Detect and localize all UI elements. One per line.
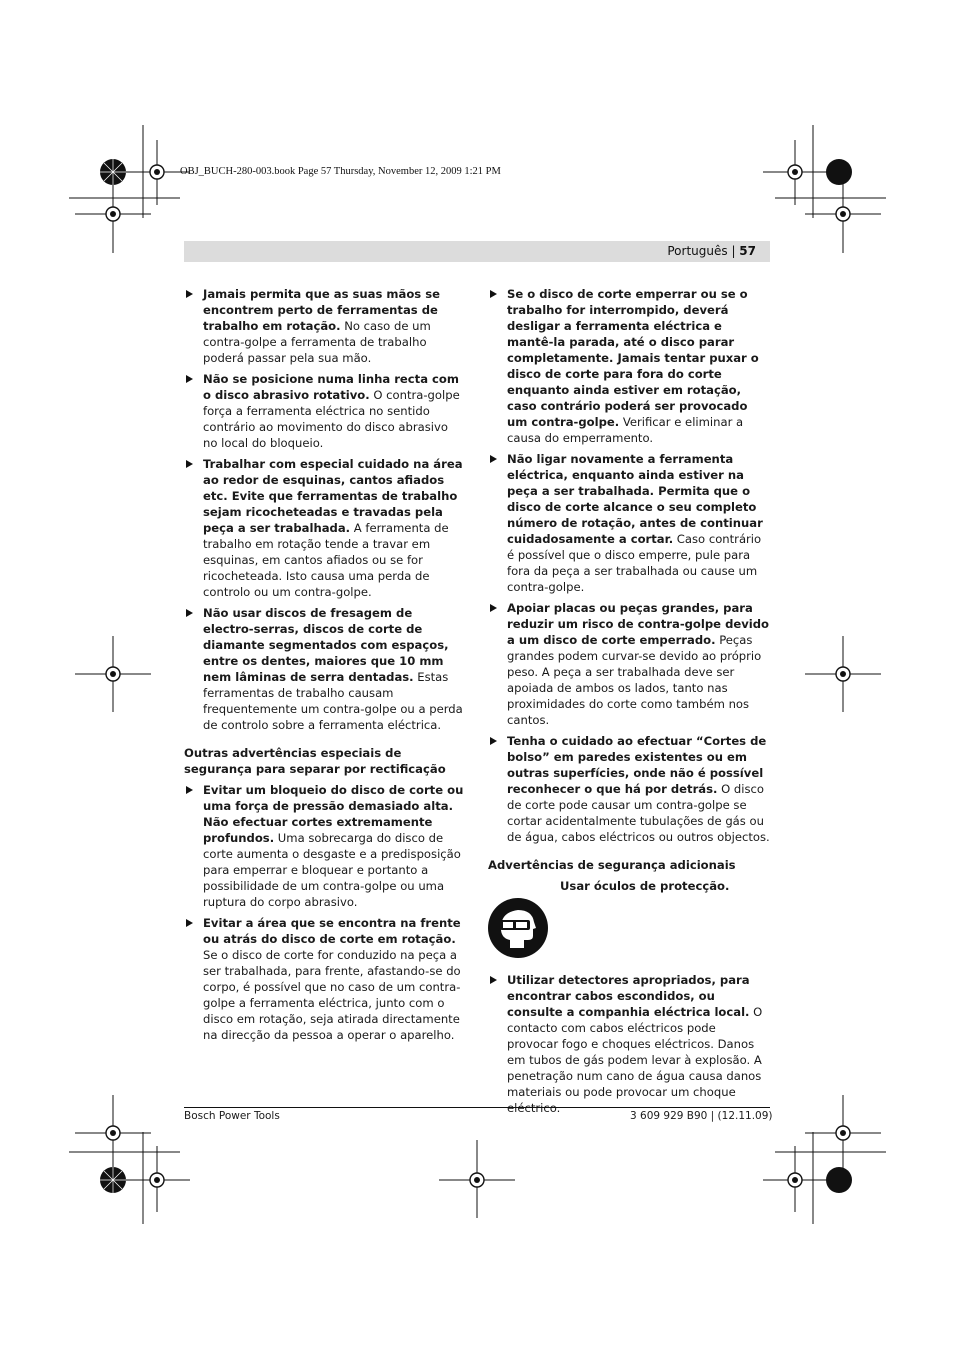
header-separator: | — [727, 244, 740, 258]
language-label: Português — [667, 244, 728, 258]
print-header: OBJ_BUCH-280-003.book Page 57 Thursday, November 12, 2009 1:21 PM — [180, 166, 501, 177]
warning-text: O disco de corte pode causar um contra-golpe se cortar acidentalmente tubulações de gás ou de água, cabos eléctricos ou outros objectos. — [507, 782, 770, 844]
warning-text: O contacto com cabos eléctricos pode provocar fogo e choques eléctricos. Danos em tubos de gás podem levar à explosão. A penetração num cano de água causa danos materiais ou pode provocar um choque eléctrico. — [507, 1005, 763, 1115]
page-number: 57 — [739, 244, 756, 258]
warning-bold: Utilizar detectores apropriados, para encontrar cabos escondidos, ou consulte a companhia eléctrica local. — [507, 973, 750, 1019]
footer-brand: Bosch Power Tools — [184, 1110, 280, 1122]
footer-doc-number: 3 609 929 B90 | (12.11.09) — [630, 1110, 773, 1122]
warning-bold: Apoiar placas ou peças grandes, para reduzir um risco de contra-golpe devido a um disco de corte emperrado. — [507, 601, 770, 647]
warning-bold: Não se posicione numa linha recta com o disco abrasivo rotativo. — [203, 372, 459, 402]
section-heading: Outras advertências especiais de segurança para separar por rectificação — [184, 746, 446, 776]
warning-bold: Evitar a área que se encontra na frente ou atrás do disco de corte em rotação. — [203, 916, 461, 946]
warning-text: Estas ferramentas de trabalho causam frequentemente um contra-golpe ou a perda de controlo sobre a ferramenta eléctrica. — [203, 670, 463, 732]
warning-text: A ferramenta de trabalho em rotação tende a travar em esquinas, em cantos afiados ou se for ricocheteada. Isto causa uma perda de controlo ou um contra-golpe. — [203, 521, 449, 599]
warning-bold: Jamais permita que as suas mãos se encontrem perto de ferramentas de trabalho em rotação. — [203, 287, 440, 333]
warning-text: Uma sobrecarga do disco de corte aumenta o desgaste e a predisposição para emperrar e bloquear e portanto a possibilidade de um contra-golpe ou uma ruptura do corpo abrasivo. — [203, 831, 461, 909]
warning-bold: Não ligar novamente a ferramenta eléctrica, enquanto ainda estiver na peça a ser trabalhada. Permita que o disco de corte alcance o seu completo número de rotação, antes de continuar cuidadosamente a cortar. — [507, 452, 763, 546]
warning-text: Peças grandes podem curvar-se devido ao próprio peso. A peça a ser trabalhada deve ser apoiada de ambos os lados, tanto nas proximidades do corte como também nos cantos. — [507, 633, 762, 727]
warning-bold: Evitar um bloqueio do disco de corte ou uma força de pressão demasiado alta. Não efectuar cortes extremamente profundos. — [203, 783, 464, 845]
warning-bold: Tenha o cuidado ao efectuar “Cortes de bolso” em paredes existentes ou em outras superfícies, onde não é possível reconhecer o que há por detrás. — [507, 734, 767, 796]
warning-bold: Trabalhar com especial cuidado na área ao redor de esquinas, cantos afiados etc. Evite que ferramentas de trabalho sejam ricocheteadas e travadas pela peça a ser trabalhada. — [203, 457, 463, 535]
section-heading: Advertências de segurança adicionais — [488, 858, 736, 872]
warning-text: Caso contrário é possível que o disco emperre, pule para fora da peça a ser trabalhada ou cause um contra-golpe. — [507, 532, 762, 594]
warning-text: Verificar e eliminar a causa do emperramento. — [507, 415, 744, 445]
goggles-label: Usar óculos de protecção. — [560, 879, 730, 893]
warning-text: Se o disco de corte for conduzido na peça a ser trabalhada, para frente, afastando-se do corpo, é possível que no caso de um contra-golpe a ferramenta eléctrica, junto com o disco em rotação, seja atirada directamente na direcção da pessoa a operar o aparelho. — [203, 948, 461, 1042]
warning-bold: Não usar discos de fresagem de electro-serras, discos de corte de diamante segmentados com espaços, entre os dentes, maiores que 10 mm nem lâminas de serra dentadas. — [203, 606, 449, 684]
warning-text: O contra-golpe força a ferramenta eléctrica no sentido contrário ao movimento do disco abrasivo no local do bloqueio. — [203, 388, 460, 450]
warning-bold: Se o disco de corte emperrar ou se o trabalho for interrompido, deverá desligar a ferramenta eléctrica e mantê-la parada, até o disco parar completamente. Jamais tentar puxar o disco de corte para fora do corte enquanto ainda estiver em rotação, caso contrário poderá ser provocado um contra-golpe. — [507, 287, 759, 429]
warning-text: No caso de um contra-golpe a ferramenta de trabalho poderá passar pela sua mão. — [203, 319, 431, 365]
